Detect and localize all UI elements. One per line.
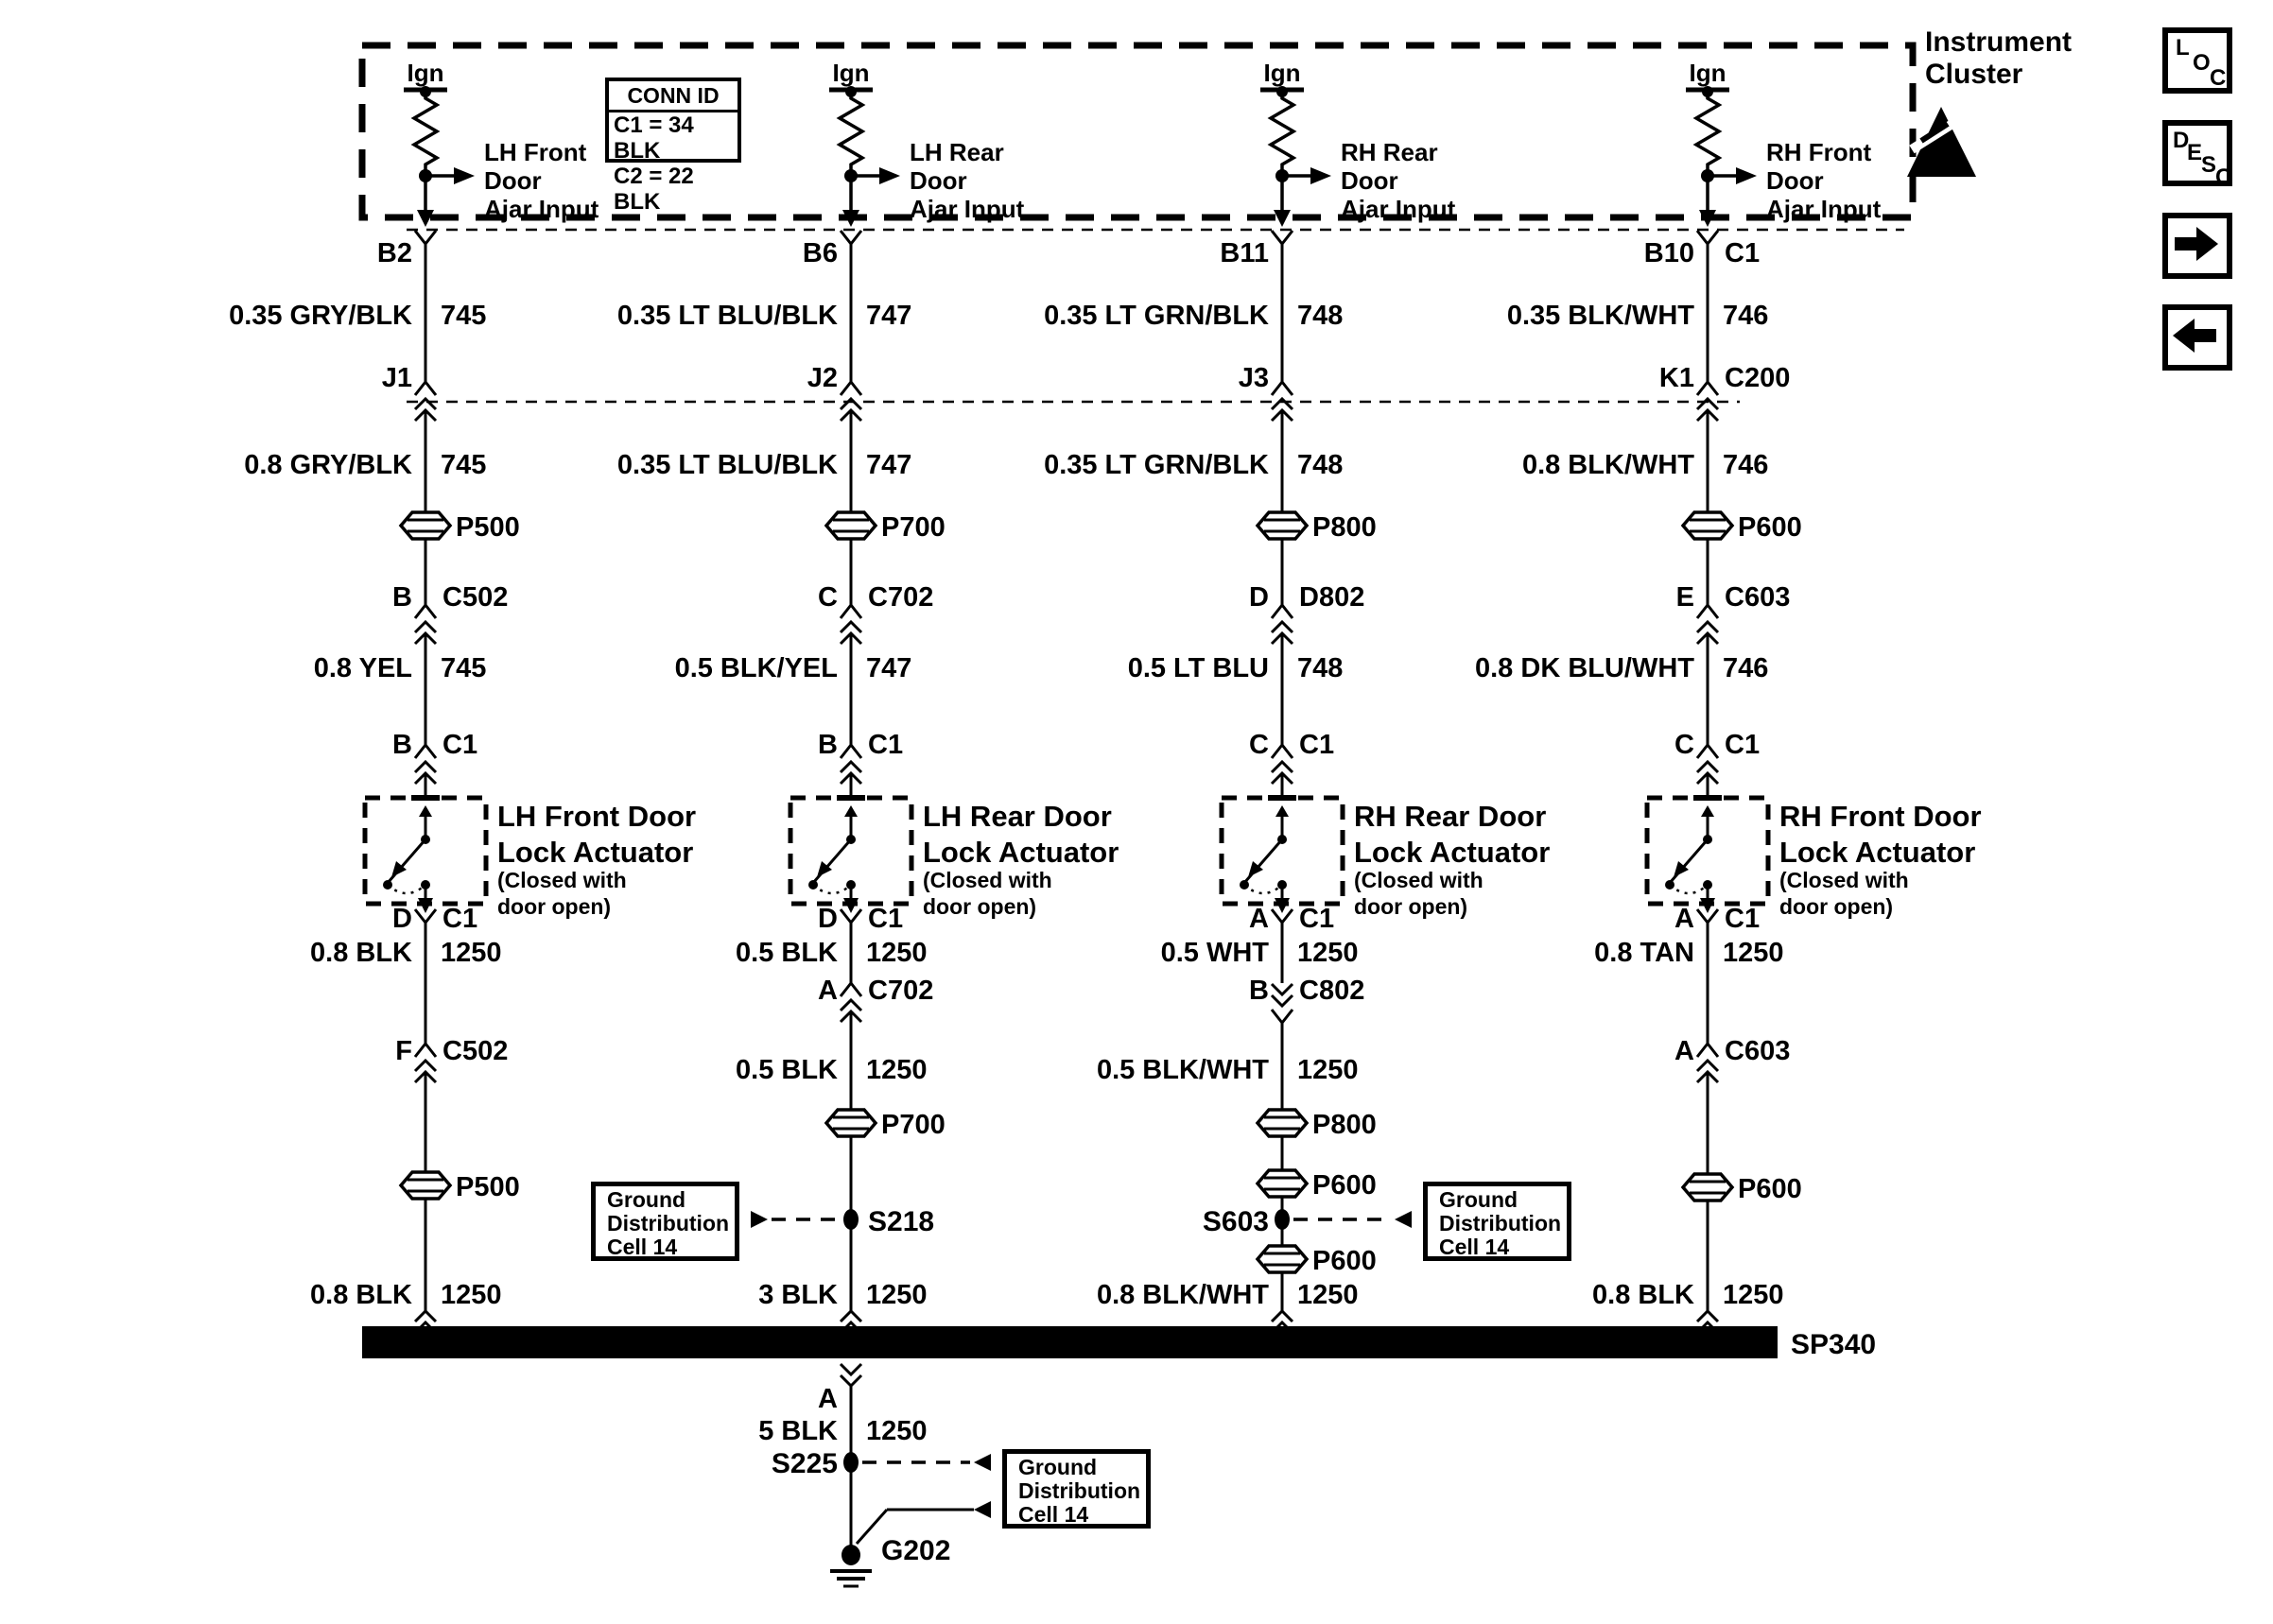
desc-letter-s: S <box>2201 152 2217 178</box>
col3-p800b-label: P800 <box>1312 1110 1377 1140</box>
s603-splice-dot <box>1275 1209 1290 1230</box>
col2-ign-label: Ign <box>832 59 870 87</box>
col1-pin2: F <box>395 1036 412 1066</box>
col3-actuator-note2: door open) <box>1354 894 1468 919</box>
col4-mid-pin: K1 <box>1658 363 1694 393</box>
col3-conn1: D802 <box>1299 582 1365 613</box>
col3-p800-label: P800 <box>1312 512 1377 543</box>
switch-travel-arc <box>388 885 425 893</box>
col4-pin1: E <box>1675 582 1694 613</box>
col4-seg4-circuit: 1250 <box>1723 938 1784 968</box>
col3-seg6-color: 0.8 BLK/WHT <box>1096 1280 1269 1310</box>
col3-actuator-name2: Lock Actuator <box>1354 836 1551 869</box>
col2-ajar-line2: Door <box>910 166 967 195</box>
col1-p500b-label: P500 <box>456 1172 520 1202</box>
col3-pin1: D <box>1249 582 1269 613</box>
col1-actuator-bottom-pin: D <box>392 904 412 934</box>
col1-seg6-circuit: 1250 <box>441 1280 502 1310</box>
up-arrow-icon <box>1275 805 1289 817</box>
conn-id-row-c2: C2 = 22 BLK <box>614 164 694 215</box>
col1-actuator-name2: Lock Actuator <box>497 836 694 869</box>
connector-arrow-icon <box>841 1311 861 1322</box>
g202-ground-dot <box>842 1545 860 1565</box>
col1-mid-pin: J1 <box>381 363 412 393</box>
next-page-button[interactable] <box>2162 213 2232 279</box>
switch-blade <box>1670 839 1708 883</box>
col3-seg5-circuit: 1250 <box>1297 1055 1359 1085</box>
connector-arrow-icon <box>841 1375 861 1386</box>
inline-connector-icon <box>1258 512 1307 539</box>
s218-splice-dot <box>843 1209 859 1230</box>
col3-seg5-color: 0.5 BLK/WHT <box>1096 1055 1269 1085</box>
previous-page-button[interactable] <box>2162 304 2232 371</box>
col2-actuator-note1: (Closed with <box>923 868 1052 892</box>
col2-seg6-color: 3 BLK <box>758 1280 838 1310</box>
left-arrow-icon <box>2168 310 2223 361</box>
ref-arrow-icon <box>974 1501 991 1518</box>
ref-arrow-icon <box>751 1211 768 1228</box>
col1-seg2-circuit: 745 <box>441 450 487 480</box>
col3-ajar-line1: RH Rear <box>1341 138 1438 166</box>
col1-seg4-circuit: 1250 <box>441 938 502 968</box>
col3-p600a-label: P600 <box>1312 1170 1377 1201</box>
connector-fork-icon <box>1272 382 1293 395</box>
desc-letter-d: D <box>2173 128 2190 153</box>
inline-connector-icon <box>826 1110 876 1136</box>
col2-actuator-top-conn: C1 <box>868 730 904 760</box>
up-arrow-icon <box>419 805 432 817</box>
ground-ref-line3: Cell 14 <box>607 1235 678 1259</box>
connector-fork-icon <box>841 231 861 244</box>
col3-actuator-note1: (Closed with <box>1354 868 1484 892</box>
col1-actuator-top-conn: C1 <box>442 730 478 760</box>
conn-id-row-c1: C1 = 34 BLK <box>614 112 694 164</box>
col4-conn1: C603 <box>1725 582 1791 613</box>
col4-seg3-circuit: 746 <box>1723 653 1769 683</box>
connector-arrow-icon <box>841 622 861 632</box>
col3-mid-pin: J3 <box>1238 363 1269 393</box>
ground-ref-line3: Cell 14 <box>1439 1235 1510 1259</box>
connector-fork-icon <box>841 745 861 758</box>
switch-travel-arc <box>813 885 851 893</box>
col1-actuator-bottom-conn: C1 <box>442 904 478 934</box>
col4-pin2: A <box>1674 1036 1694 1066</box>
col1-ajar-line2: Door <box>484 166 542 195</box>
right-arrow-icon <box>1736 167 1757 184</box>
bottom-seg7-color: 5 BLK <box>758 1416 838 1446</box>
switch-travel-arc <box>1670 885 1708 893</box>
ground-ref-line3: Cell 14 <box>1018 1502 1089 1527</box>
col4-seg1-color: 0.35 BLK/WHT <box>1506 301 1694 331</box>
col4-p600-label: P600 <box>1738 512 1802 543</box>
connector-fork-icon <box>1272 745 1293 758</box>
col1-seg2-color: 0.8 GRY/BLK <box>244 450 412 480</box>
bottom-seg7-circuit: 1250 <box>866 1416 928 1446</box>
col4-mid-conn: C200 <box>1725 363 1791 393</box>
col2-seg3-color: 0.5 BLK/YEL <box>674 653 838 683</box>
inline-connector-icon <box>1258 1170 1307 1197</box>
col3-conn2: C802 <box>1299 976 1365 1006</box>
col3-actuator-bottom-conn: C1 <box>1299 904 1335 934</box>
connector-fork-icon <box>1697 745 1718 758</box>
connector-fork-icon <box>1697 1044 1718 1057</box>
switch-travel-arc <box>1244 885 1282 893</box>
connector-fork-icon <box>415 1044 436 1057</box>
switch-blade <box>813 839 851 883</box>
col4-actuator-note2: door open) <box>1779 894 1894 919</box>
col1-ajar-line3: Ajar Input <box>484 195 599 223</box>
col3-seg1-circuit: 748 <box>1297 301 1344 331</box>
connector-fork-icon <box>415 382 436 395</box>
col1-actuator-note1: (Closed with <box>497 868 627 892</box>
connector-arrow-icon <box>841 399 861 409</box>
col2-ajar-line1: LH Rear <box>910 138 1004 166</box>
connector-arrow-icon <box>1272 1311 1293 1322</box>
right-arrow-icon <box>1310 167 1331 184</box>
resistor-icon <box>1271 90 1293 176</box>
ground-distribution-ref-right <box>1423 1182 1571 1261</box>
inline-connector-icon <box>401 1172 450 1199</box>
col3-actuator-top-conn: C1 <box>1299 730 1335 760</box>
connector-fork-icon <box>841 382 861 395</box>
connector-arrow-icon <box>1697 1061 1718 1071</box>
col1-conn2: C502 <box>442 1036 509 1066</box>
col3-seg3-color: 0.5 LT BLU <box>1127 653 1269 683</box>
connector-arrow-icon <box>1697 1311 1718 1322</box>
down-arrow-icon <box>1274 210 1291 227</box>
connector-fork-icon <box>1697 231 1718 244</box>
col2-pin1: C <box>818 582 838 613</box>
s225-splice-label: S225 <box>771 1448 838 1479</box>
col2-p700b-label: P700 <box>881 1110 946 1140</box>
ground-ref-line2: Distribution <box>607 1211 730 1235</box>
col4-actuator-top-pin: C <box>1674 730 1694 760</box>
conn-id-box <box>605 78 741 215</box>
col2-actuator-bottom-pin: D <box>818 904 838 934</box>
connector-fork-icon <box>1697 382 1718 395</box>
col4-actuator-bottom-conn: C1 <box>1725 904 1761 934</box>
col3-seg1-color: 0.35 LT GRN/BLK <box>1044 301 1269 331</box>
inline-connector-icon <box>1258 1246 1307 1272</box>
col2-top-pin: B6 <box>802 238 838 268</box>
col2-seg4-circuit: 1250 <box>866 938 928 968</box>
connector-fork-icon <box>841 983 861 996</box>
col4-seg3-color: 0.8 DK BLU/WHT <box>1475 653 1694 683</box>
connector-arrow-icon <box>1272 762 1293 772</box>
col3-ign-label: Ign <box>1263 59 1301 87</box>
inline-connector-icon <box>1683 1174 1732 1201</box>
resistor-icon <box>414 90 437 176</box>
col4-actuator-note1: (Closed with <box>1779 868 1909 892</box>
col3-top-pin: B11 <box>1220 238 1269 268</box>
col2-seg2-circuit: 747 <box>866 450 912 480</box>
desc-letter-e: E <box>2187 140 2203 165</box>
instrument-cluster-title-line1: Instrument <box>1925 26 2073 58</box>
loc-letter-c: C <box>2210 65 2227 91</box>
right-arrow-icon <box>454 167 475 184</box>
connector-arrow-icon <box>1697 762 1718 772</box>
connector-arrow-icon <box>1697 622 1718 632</box>
col3-seg2-circuit: 748 <box>1297 450 1344 480</box>
col1-actuator-top-pin: B <box>392 730 412 760</box>
inline-connector-icon <box>401 512 450 539</box>
bottom-pin-a: A <box>818 1384 838 1414</box>
loc-button[interactable] <box>2162 27 2232 94</box>
col1-actuator-note2: door open) <box>497 894 612 919</box>
col4-actuator-top-conn: C1 <box>1725 730 1761 760</box>
ground-ref-line2: Distribution <box>1018 1478 1141 1503</box>
g202-ground-label: G202 <box>881 1535 951 1566</box>
connector-fork-icon <box>1272 231 1293 244</box>
col1-seg1-circuit: 745 <box>441 301 487 331</box>
col2-seg2-color: 0.35 LT BLU/BLK <box>616 450 838 480</box>
col3-ajar-line2: Door <box>1341 166 1398 195</box>
connector-arrow-icon <box>415 399 436 409</box>
col1-actuator-name1: LH Front Door <box>497 800 697 833</box>
col2-seg6-circuit: 1250 <box>866 1280 928 1310</box>
connector-fork-icon <box>841 605 861 618</box>
col4-seg4-color: 0.8 TAN <box>1594 938 1694 968</box>
col3-actuator-name1: RH Rear Door <box>1354 800 1547 833</box>
col3-actuator-top-pin: C <box>1249 730 1269 760</box>
col2-p700-label: P700 <box>881 512 946 543</box>
col2-conn1: C702 <box>868 582 934 613</box>
resistor-icon <box>840 90 862 176</box>
col3-actuator-bottom-pin: A <box>1249 904 1269 934</box>
col2-conn2: C702 <box>868 976 934 1006</box>
ground-ref-line1: Ground <box>607 1187 686 1212</box>
col4-ajar-line2: Door <box>1766 166 1824 195</box>
connector-arrow-icon <box>1272 622 1293 632</box>
ground-ref-line1: Ground <box>1439 1187 1518 1212</box>
loc-letter-o: O <box>2193 50 2211 76</box>
ref-arrow-icon <box>1395 1211 1412 1228</box>
connector-arrow-icon <box>841 1000 861 1011</box>
right-arrow-icon <box>2168 218 2223 269</box>
col1-p500-label: P500 <box>456 512 520 543</box>
col3-seg4-circuit: 1250 <box>1297 938 1359 968</box>
s603-splice-label: S603 <box>1202 1206 1269 1237</box>
col4-seg2-color: 0.8 BLK/WHT <box>1521 450 1694 480</box>
connector-arrow-icon <box>415 1311 436 1322</box>
col1-seg1-color: 0.35 GRY/BLK <box>229 301 412 331</box>
col3-seg6-circuit: 1250 <box>1297 1280 1359 1310</box>
col2-seg3-circuit: 747 <box>866 653 912 683</box>
right-arrow-icon <box>879 167 900 184</box>
ref-arrow-icon <box>974 1454 991 1471</box>
col1-top-pin: B2 <box>376 238 412 268</box>
col3-p600b-label: P600 <box>1312 1246 1377 1276</box>
col1-ajar-line1: LH Front <box>484 138 587 166</box>
col2-actuator-name1: LH Rear Door <box>923 800 1112 833</box>
col3-pin2: B <box>1249 976 1269 1006</box>
col3-seg4-color: 0.5 WHT <box>1160 938 1269 968</box>
col2-actuator-note2: door open) <box>923 894 1037 919</box>
loc-letter-l: L <box>2176 35 2190 60</box>
col4-conn2: C603 <box>1725 1036 1791 1066</box>
connector-arrow-icon <box>1272 399 1293 409</box>
col4-seg6-color: 0.8 BLK <box>1592 1280 1694 1310</box>
ground-distribution-ref-bottom <box>1002 1449 1151 1529</box>
col2-mid-pin: J2 <box>807 363 838 393</box>
col3-seg3-circuit: 748 <box>1297 653 1344 683</box>
col2-actuator-top-pin: B <box>818 730 838 760</box>
col1-seg6-color: 0.8 BLK <box>310 1280 412 1310</box>
connector-arrow-icon <box>841 1364 861 1374</box>
up-arrow-icon <box>1701 805 1714 817</box>
sp340-splice-pack-bar <box>362 1326 1778 1358</box>
inline-connector-icon <box>1258 1110 1307 1136</box>
col2-pin2: A <box>818 976 838 1006</box>
instrument-cluster-title-line2: Cluster <box>1925 59 2023 90</box>
switch-blade <box>1244 839 1282 883</box>
col2-seg1-color: 0.35 LT BLU/BLK <box>616 301 838 331</box>
ground-ref-line1: Ground <box>1018 1455 1098 1479</box>
col1-seg3-circuit: 745 <box>441 653 487 683</box>
col4-top-conn: C1 <box>1725 238 1761 268</box>
col4-seg2-circuit: 746 <box>1723 450 1769 480</box>
connector-fork-icon <box>1272 1010 1293 1023</box>
col2-actuator-bottom-conn: C1 <box>868 904 904 934</box>
col4-p600b-label: P600 <box>1738 1174 1802 1204</box>
connector-arrow-icon <box>1697 399 1718 409</box>
col4-seg1-circuit: 746 <box>1723 301 1769 331</box>
connector-fork-icon <box>415 745 436 758</box>
connector-fork-icon <box>415 605 436 618</box>
col2-ajar-line3: Ajar Input <box>910 195 1025 223</box>
col1-pin1: B <box>392 582 412 613</box>
connector-fork-icon <box>1697 605 1718 618</box>
col3-ajar-line3: Ajar Input <box>1341 195 1456 223</box>
col4-actuator-name1: RH Front Door <box>1779 800 1982 833</box>
col4-ajar-line3: Ajar Input <box>1766 195 1882 223</box>
resistor-icon <box>1696 90 1719 176</box>
connector-arrow-icon <box>415 1061 436 1071</box>
connector-arrow-icon <box>415 762 436 772</box>
ground-ref-line2: Distribution <box>1439 1211 1562 1235</box>
connector-fork-icon <box>415 231 436 244</box>
connector-arrow-icon <box>1272 984 1293 994</box>
col1-seg4-color: 0.8 BLK <box>310 938 412 968</box>
connector-fork-icon <box>1272 605 1293 618</box>
col4-ajar-line1: RH Front <box>1766 138 1872 166</box>
col4-seg6-circuit: 1250 <box>1723 1280 1784 1310</box>
col1-conn1: C502 <box>442 582 509 613</box>
col4-ign-label: Ign <box>1689 59 1726 87</box>
col1-seg3-color: 0.8 YEL <box>313 653 412 683</box>
col4-top-pin: B10 <box>1643 238 1694 268</box>
col1-ign-label: Ign <box>407 59 444 87</box>
col2-seg5-color: 0.5 BLK <box>736 1055 838 1085</box>
sp340-label: SP340 <box>1791 1329 1877 1360</box>
connector-arrow-icon <box>415 622 436 632</box>
col4-actuator-bottom-pin: A <box>1674 904 1694 934</box>
s225-splice-dot <box>843 1452 859 1473</box>
switch-blade <box>388 839 425 883</box>
ground-distribution-ref-left <box>591 1182 739 1261</box>
up-arrow-icon <box>844 805 858 817</box>
desc-letter-c: C <box>2215 164 2232 190</box>
col4-actuator-name2: Lock Actuator <box>1779 836 1976 869</box>
desc-button[interactable] <box>2162 120 2232 190</box>
col2-seg5-circuit: 1250 <box>866 1055 928 1085</box>
s218-splice-label: S218 <box>868 1206 935 1237</box>
conn-id-header: CONN ID <box>609 81 737 112</box>
connector-arrow-icon <box>841 762 861 772</box>
inline-connector-icon <box>1683 512 1732 539</box>
connector-arrow-icon <box>1272 995 1293 1006</box>
col2-seg4-color: 0.5 BLK <box>736 938 838 968</box>
col2-seg1-circuit: 747 <box>866 301 912 331</box>
col3-seg2-color: 0.35 LT GRN/BLK <box>1044 450 1269 480</box>
col2-actuator-name2: Lock Actuator <box>923 836 1119 869</box>
inline-connector-icon <box>826 512 876 539</box>
